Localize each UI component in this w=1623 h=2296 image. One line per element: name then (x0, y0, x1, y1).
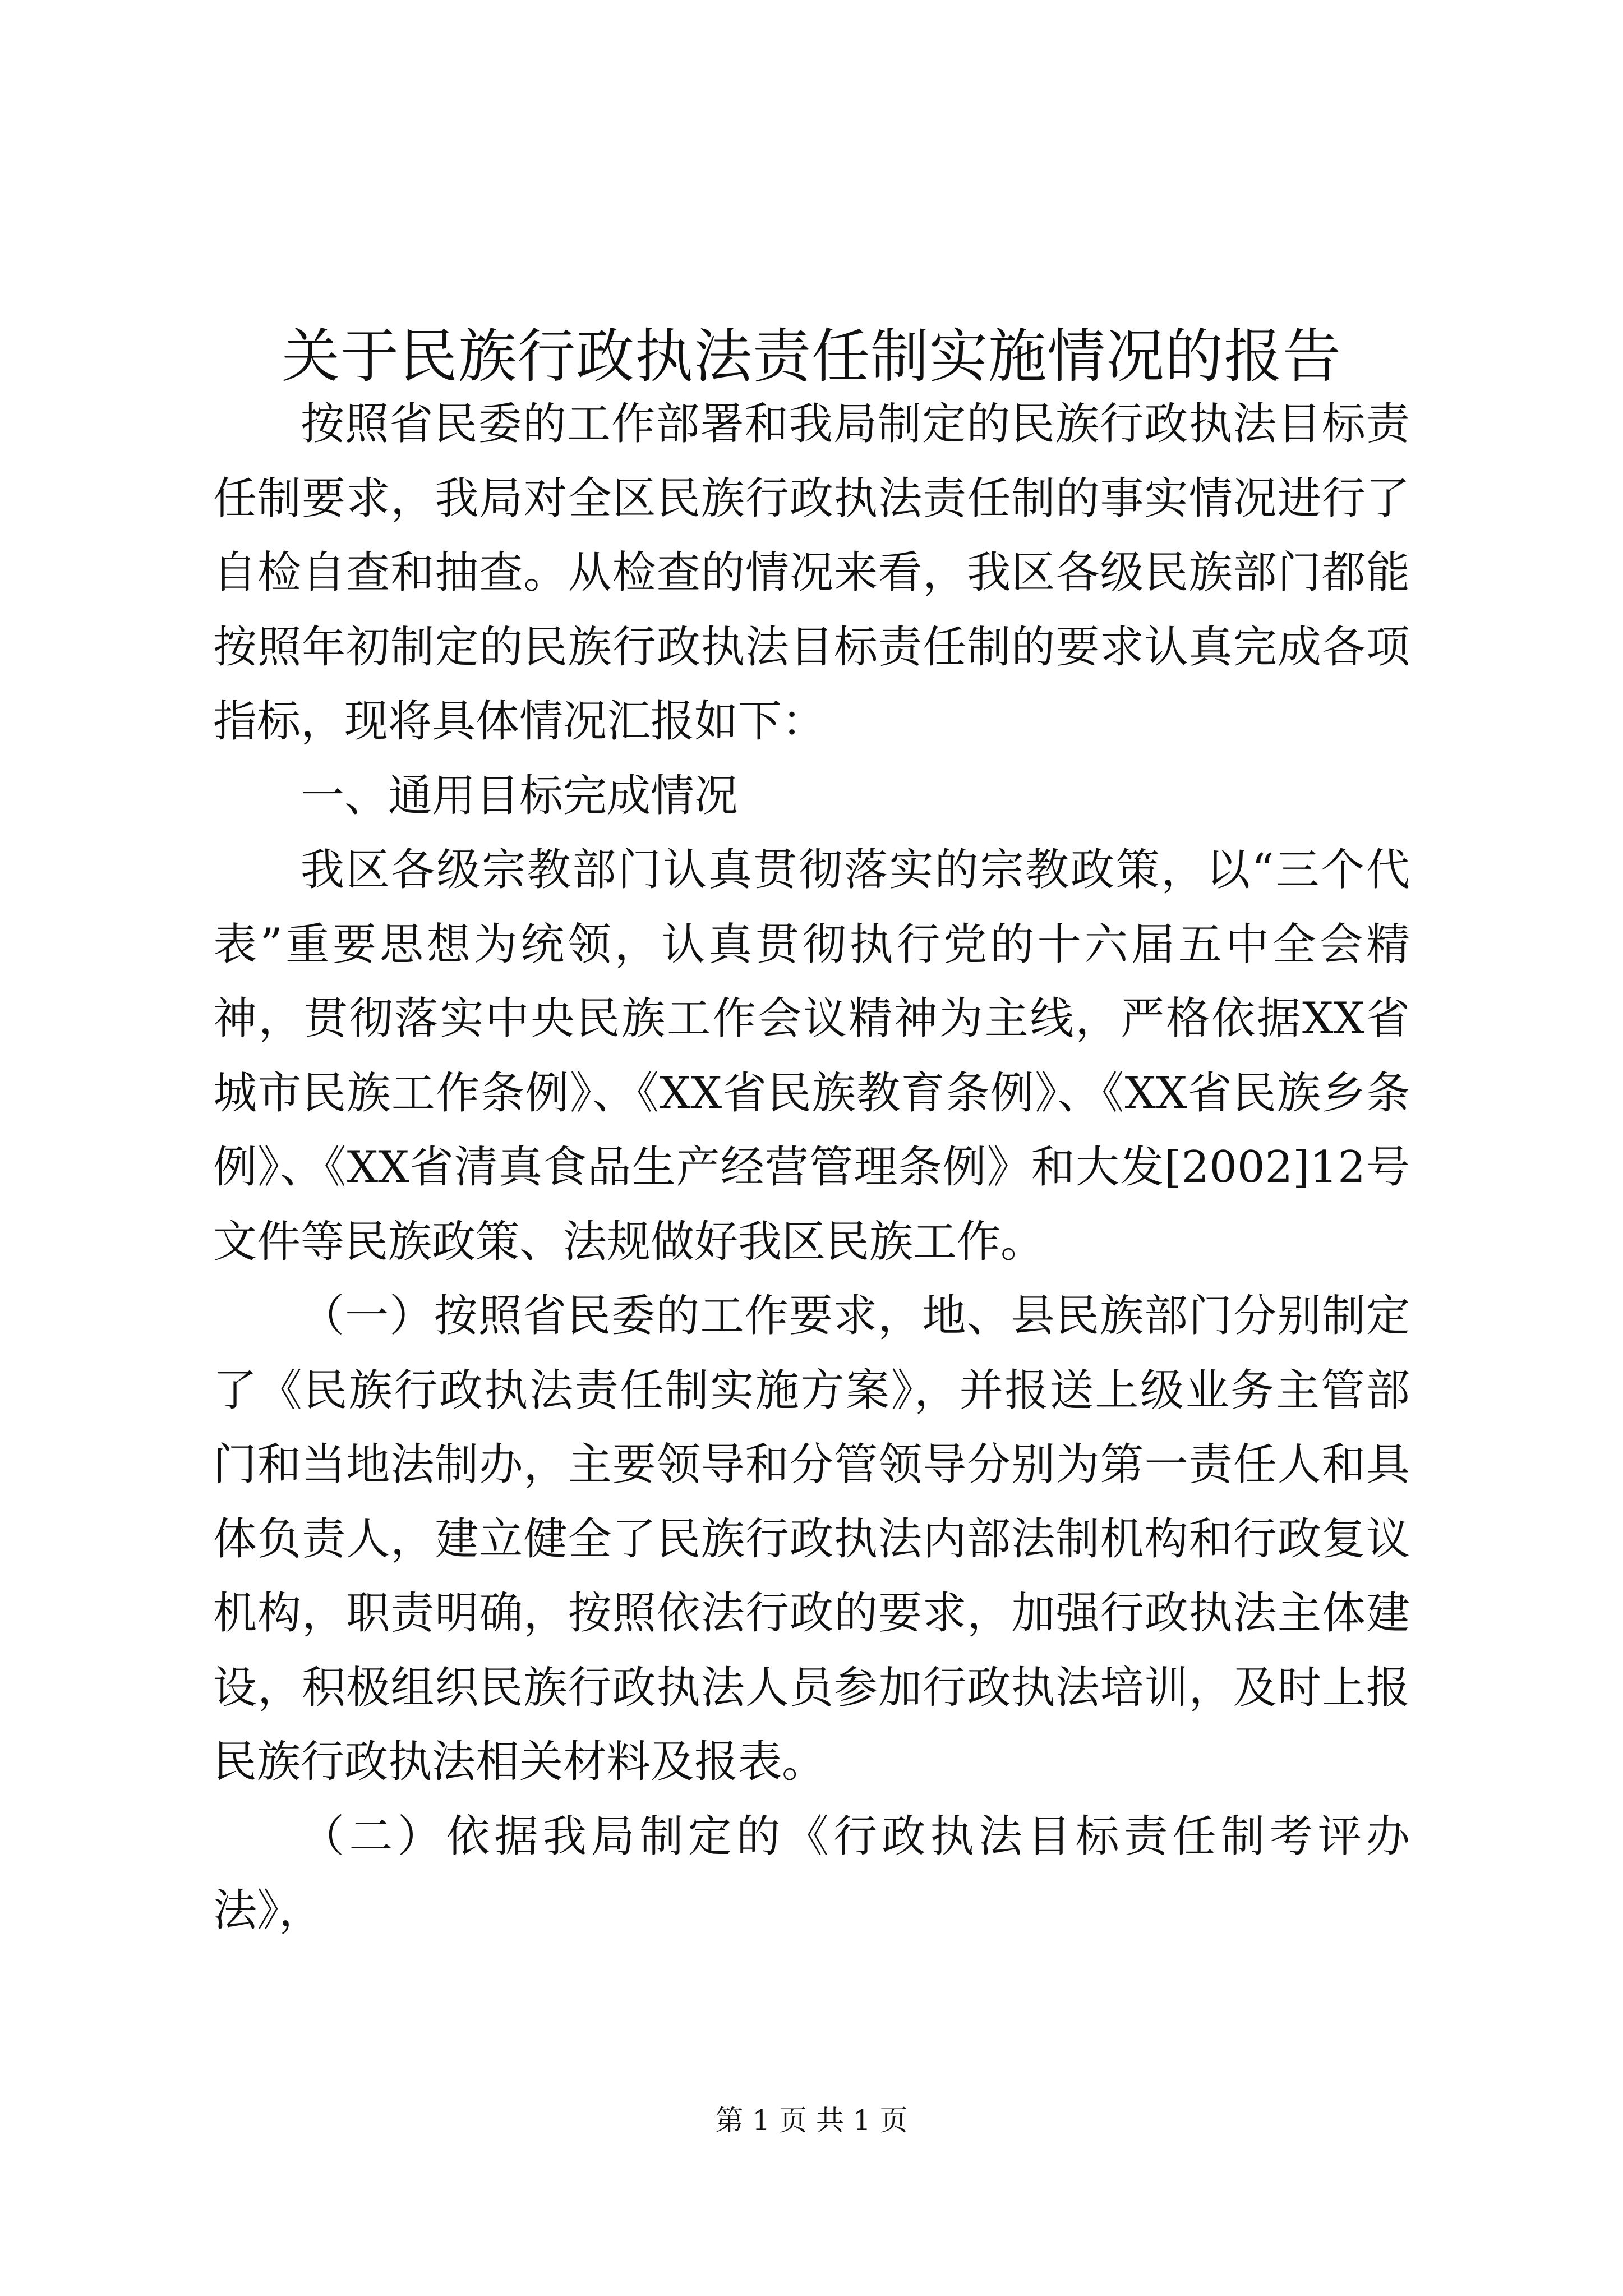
document-title: 关于民族行政执法责任制实施情况的报告 (281, 321, 1341, 390)
page-footer: 第 1 页 共 1 页 (715, 2104, 908, 2137)
document-body (213, 387, 1410, 1948)
paragraph-item-one: （一）按照省民委的工作要求，地、县民族部门分别制定了《民族行政执法责任制实施方案》，并报送上级业务主管部门和当地法制办，主要领导和分管领导分别为第一责任人和具体负责人，建立健全了民族行政执法内部法制机构和行政复议机构，职责明确，按照依法行政的要求，加强行政执法主体建设，积极组织民族行政执法人员参加行政执法培训，及时上报民族行政执法相关材料及报表。 (213, 1291, 1410, 1787)
section-heading-general-goals: 一、通用目标完成情况 (301, 770, 739, 821)
paragraph-intro: 按照省民委的工作部署和我局制定的民族行政执法目标责任制要求，我局对全区民族行政执法责任制的事实情况进行了自检自查和抽查。从检查的情况来看，我区各级民族部门都能按照年初制定的民族行政执法目标责任制的要求认真完成各项指标，现将具体情况汇报如下： (213, 399, 1410, 747)
paragraph-policy: 我区各级宗教部门认真贯彻落实的宗教政策，以“三个代表”重要思想为统领，认真贯彻执行党的十六届五中全会精神，贯彻落实中央民族工作会议精神为主线，严格依据XX省城市民族工作条例》、《XX省民族教育条例》、《XX省民族乡条例》、《XX省清真食品生产经营管理条例》和大发[2002]12号文件等民族政策、法规做好我区民族工作。 (213, 845, 1410, 1267)
paragraph-item-two: （二）依据我局制定的《行政执法目标责任制考评办法》， (213, 1811, 1410, 1936)
